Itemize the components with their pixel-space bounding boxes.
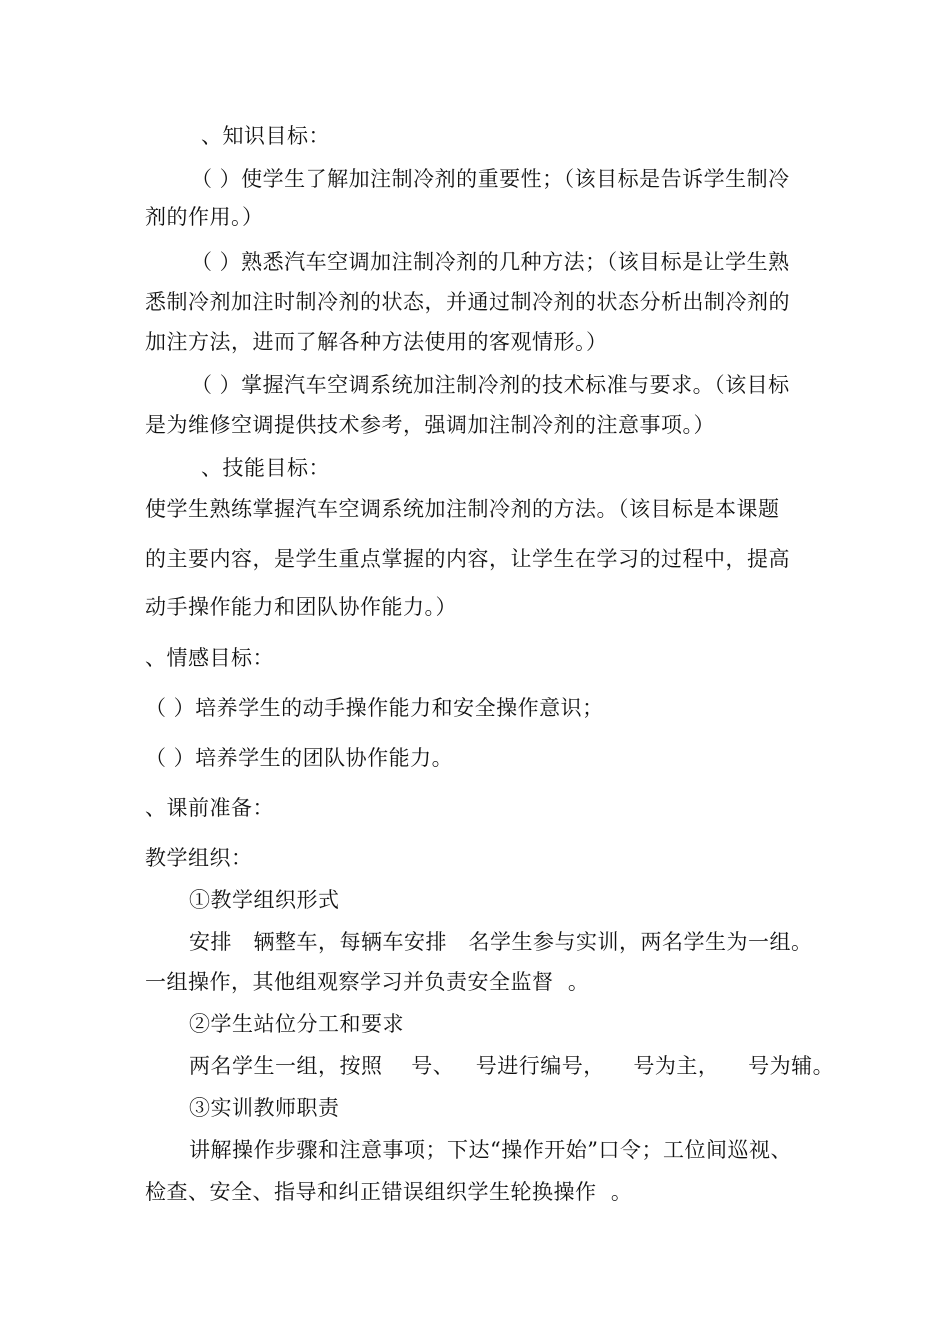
- subheading-organization-form: ①教学组织形式: [189, 888, 340, 912]
- paragraph-line: 的主要内容，是学生重点掌握的内容，让学生在学习的过程中，提高: [145, 547, 790, 571]
- paragraph-line: 讲解操作步骤和注意事项；下达“操作开始”口令；工位间巡视、: [189, 1138, 792, 1162]
- paragraph-line: 安排 辆整车，每辆车安排 名学生参与实训，两名学生为一组。: [189, 930, 813, 954]
- section-heading-skill: 、技能目标：: [201, 456, 330, 480]
- paragraph-line: （ ）培养学生的动手操作能力和安全操作意识；: [145, 696, 604, 720]
- paragraph-line: 检查、安全、指导和纠正错误组织学生轮换操作 。: [145, 1180, 633, 1204]
- paragraph-line: 悉制冷剂加注时制冷剂的状态，并通过制冷剂的状态分析出制冷剂的: [145, 290, 790, 314]
- paragraph-line: 剂的作用。）: [145, 205, 264, 229]
- subheading-teacher-duties: ③实训教师职责: [189, 1096, 340, 1120]
- section-heading-knowledge: 、知识目标：: [201, 124, 330, 148]
- paragraph-line: （ ）培养学生的团队协作能力。: [145, 746, 454, 770]
- paragraph-line: 加注方法，进而了解各种方法使用的客观情形。）: [145, 330, 608, 354]
- subheading-student-roles: ②学生站位分工和要求: [189, 1012, 404, 1036]
- paragraph-line: 动手操作能力和团队协作能力。）: [145, 595, 457, 619]
- paragraph-line: 两名学生一组，按照 号、 号进行编号， 号为主， 号为辅。: [189, 1054, 835, 1078]
- paragraph-line: （ ）熟悉汽车空调加注制冷剂的几种方法；（该目标是让学生熟: [191, 250, 790, 274]
- paragraph-line: 教学组织：: [145, 846, 253, 870]
- paragraph-line: 一组操作，其他组观察学习并负责安全监督 。: [145, 970, 590, 994]
- paragraph-line: （ ）掌握汽车空调系统加注制冷剂的技术标准与要求。（该目标: [191, 373, 790, 397]
- section-heading-emotion: 、情感目标：: [145, 646, 274, 670]
- section-heading-preparation: 、课前准备：: [145, 796, 274, 820]
- paragraph-line: 使学生熟练掌握汽车空调系统加注制冷剂的方法。（该目标是本课题: [145, 497, 780, 521]
- paragraph-line: 是为维修空调提供技术参考，强调加注制冷剂的注意事项。）: [145, 413, 715, 437]
- paragraph-line: （ ）使学生了解加注制冷剂的重要性；（该目标是告诉学生制冷: [191, 167, 790, 191]
